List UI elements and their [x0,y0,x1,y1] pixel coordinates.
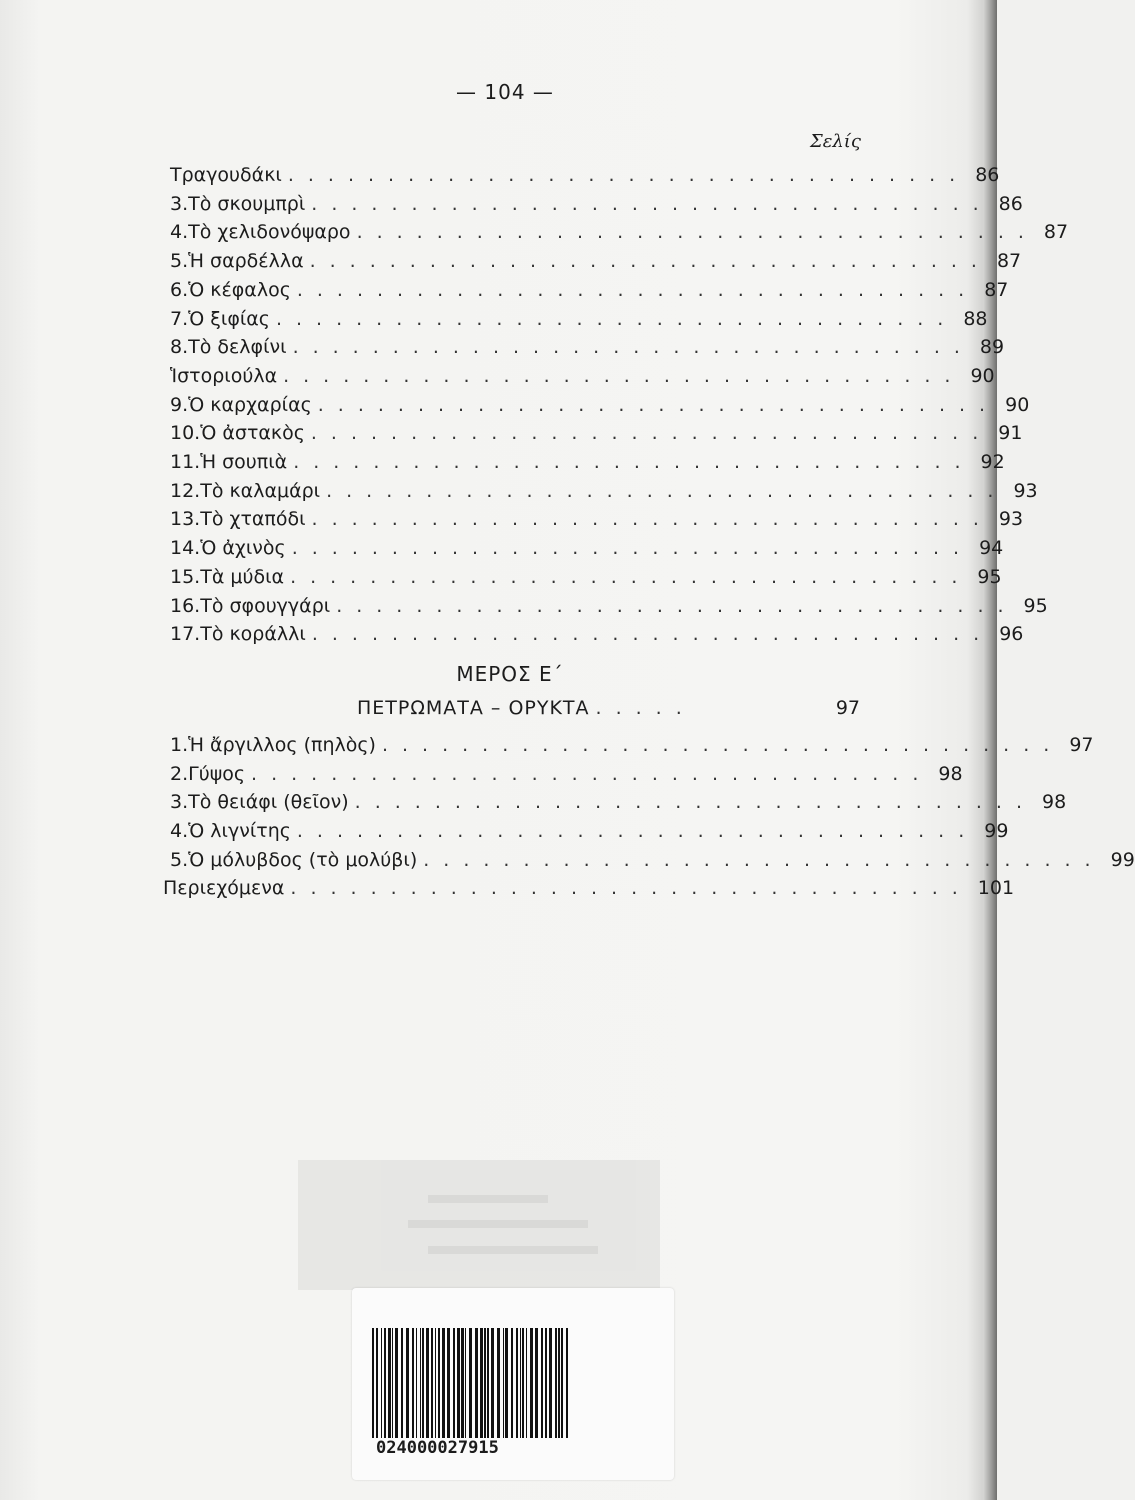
toc-entry [170,620,1024,649]
toc-entry-page: 94 [979,537,1004,560]
barcode-bar [541,1328,543,1438]
toc-entry-number: 14. [170,537,201,560]
dot-leader: ..... [595,697,696,719]
toc-entry-number: 4. [170,221,189,244]
toc-entry-title: Τὸ κοράλλι [200,623,306,646]
barcode-bar [457,1328,460,1438]
barcode-bar [558,1328,560,1438]
toc-entry [170,731,1094,760]
barcode-bar [480,1328,483,1438]
barcode-bar [431,1328,433,1438]
barcode-bar [381,1328,382,1438]
toc-entry-number: 2. [170,762,189,785]
toc-entry-page: 98 [938,762,963,785]
barcode-bar [465,1328,466,1438]
barcode-bar [545,1328,547,1438]
barcode-bar [447,1328,450,1438]
toc-entry-page: 92 [980,451,1005,473]
toc-entry-number: 1. [170,734,189,756]
dot-leader: .................................. [293,451,975,473]
faded-library-sticker [298,1160,660,1290]
toc-entry-title: Ἡ σουπιὰ [200,451,288,473]
toc-entry-page: 88 [963,307,988,330]
barcode-bar [372,1328,374,1438]
dot-leader: .................................. [354,791,1037,814]
barcode-bar [530,1328,533,1438]
barcode-bar [461,1328,464,1438]
barcode-bar [484,1328,486,1438]
dot-leader: .................................. [310,422,993,445]
barcode-bar [438,1328,440,1438]
toc-entry [170,190,1023,219]
toc-entry-page: 97 [1069,734,1094,756]
barcode-bar [435,1328,436,1438]
dot-leader: .................................. [292,336,974,359]
toc-entry-page: 86 [998,192,1023,215]
dot-leader: .................................. [317,393,1000,416]
toc-entry-page: 89 [979,336,1005,359]
dot-leader: .................................. [296,820,979,843]
dot-leader: .................................. [311,508,993,531]
toc-entry-number: 7. [170,307,189,330]
barcode-bar [522,1328,524,1438]
toc-entry [170,592,1048,621]
toc-entry [170,760,963,789]
dot-leader: .................................. [283,364,965,387]
dot-leader: .................................. [326,479,1008,502]
toc-entry-number: 5. [170,848,189,871]
barcode-bar [566,1328,568,1438]
barcode-bar [555,1328,557,1438]
toc-entry-title: Τὸ δελφίνι [188,336,287,359]
toc-entry-number: 4. [170,820,189,843]
toc-entry-title: Ἡ ἄργιλλος (πηλὸς) [188,734,376,756]
barcode-bar [392,1328,393,1438]
dot-leader: .................................. [381,734,1064,756]
toc-entry-page: 87 [1043,221,1069,244]
barcode-number: 024000027915 [376,1438,499,1458]
barcode-bar [503,1328,504,1438]
toc-entry [170,247,1022,276]
toc-entry [170,505,1024,534]
toc-entry-number: 16. [170,594,201,617]
section-heading-title: ΠΕΤΡΩΜΑΤΑ – ΟΡΥΚΤΑ [357,697,590,719]
barcode-bar [453,1328,455,1438]
toc-entry-page: 90 [1005,393,1030,416]
toc-entry-page: 98 [1042,791,1067,814]
toc-entry-title: Τὸ θειάφι (θεῖον) [188,791,349,814]
barcode-bar [388,1328,391,1438]
barcode-label [352,1288,674,1480]
toc-entry-page: 95 [1023,594,1048,617]
barcode-bar [535,1328,538,1438]
barcode-bar [520,1328,521,1438]
dot-leader: .................................. [311,192,993,215]
barcode-bar [549,1328,552,1438]
toc-entry-page: 99 [984,820,1009,843]
toc-entry [170,161,1000,190]
barcode-bar [526,1328,527,1438]
toc-entry [170,788,1067,817]
toc-entry-number: 12. [170,479,201,502]
toc-entry [170,448,1005,477]
toc-entry-title: Ὁ ξιφίας [188,307,270,330]
toc-entry-title: Τὸ σφουγγάρι [200,594,331,617]
toc-entry-title: Ὁ καρχαρίας [188,393,312,416]
section-heading-page: 97 [835,697,860,719]
toc-entry-number: 6. [170,278,189,301]
dot-leader: .................................. [251,762,933,785]
dot-leader: .................................. [423,848,1105,871]
toc-entry-title: Τὸ καλαμάρι [200,479,321,502]
toc-entry-title: Ἡ σαρδέλλα [188,250,304,273]
toc-entry-page: 91 [998,422,1023,445]
toc-entry [170,391,1030,420]
section-heading-row [357,694,860,723]
toc-entry-page: 96 [999,623,1024,646]
toc-entry [170,846,1135,875]
barcode-bar [395,1328,398,1438]
toc-entry-number: 11. [170,451,201,473]
dot-leader: .................................. [291,537,974,560]
toc-entry [170,563,1002,592]
toc-entry [170,817,1009,846]
toc-entry-number: 17. [170,623,201,646]
barcode-bar [511,1328,513,1438]
dot-leader: .................................. [336,594,1018,617]
toc-entry [170,477,1038,506]
barcode-bar [497,1328,500,1438]
part-heading: ΜΕΡΟΣ Ε΄ [456,662,564,686]
toc-entry-page: 86 [975,164,1000,186]
toc-entry [163,874,1015,903]
barcode-bar [561,1328,563,1438]
toc-entry [170,534,1004,563]
barcode-bar [516,1328,518,1438]
toc-entry-title: Γύψος [188,762,246,785]
toc-entry-title: Τὸ σκουμπρὶ [188,192,306,215]
toc-entry-number: 5. [170,250,189,273]
toc-entry-page: 101 [977,877,1015,899]
toc-entry-number: 8. [170,336,189,359]
barcode-bar [406,1328,409,1438]
toc-entry-title: Τὰ μύδια [200,565,285,588]
barcode-icon [372,1328,572,1438]
dot-leader: .................................. [356,221,1038,244]
page-column-header: Σελίς [810,131,861,152]
dot-leader: .................................. [290,565,972,588]
toc-entry-title: Τὸ χταπόδι [200,508,306,531]
toc-entry-page: 87 [996,250,1022,273]
toc-entry-page: 87 [984,278,1009,301]
toc-entry-title: Τραγουδάκι [170,164,282,186]
toc-entry-title: Ὁ ἀχινὸς [200,537,286,560]
barcode-bar [422,1328,424,1438]
toc-entry-page: 90 [970,364,995,387]
toc-entry-number: 3. [170,192,189,215]
barcode-bar [491,1328,494,1438]
dot-leader: .................................. [309,250,991,273]
toc-entry-number: 9. [170,393,189,416]
barcode-bar [420,1328,421,1438]
dot-leader: .................................. [290,877,972,899]
barcode-bar [442,1328,445,1438]
barcode-bar [426,1328,429,1438]
toc-entry [170,218,1069,247]
toc-entry-page: 99 [1110,848,1135,871]
dot-leader: .................................. [296,278,979,301]
toc-entry-title: Ὁ μόλυβδος (τὸ μολύβι) [188,848,418,871]
toc-entry-number: 3. [170,791,189,814]
toc-entry-number: 15. [170,565,201,588]
barcode-bar [376,1328,378,1438]
toc-entry-title: Ὁ λιγνίτης [188,820,291,843]
toc-entry [170,276,1009,305]
toc-entry-title: Ὁ κέφαλος [188,278,291,301]
toc-entry-title: Τὸ χελιδονόψαρο [188,221,351,244]
toc-entry-title: Ὁ ἀστακὸς [200,422,305,445]
barcode-bar [469,1328,472,1438]
toc-entry [170,362,995,391]
dot-leader: .................................. [275,307,958,330]
barcode-bar [384,1328,386,1438]
dot-leader: .................................. [311,623,994,646]
toc-entry-number: 13. [170,508,201,531]
dot-leader: .................................. [287,164,970,186]
barcode-bar [475,1328,478,1438]
barcode-bar [401,1328,403,1438]
toc-entry [170,305,988,334]
toc-entry [170,333,1005,362]
barcode-bar [416,1328,417,1438]
toc-entry-page: 95 [977,565,1002,588]
toc-entry-page: 93 [1013,479,1038,502]
barcode-bar [487,1328,489,1438]
toc-entry-number: 10. [170,422,201,445]
barcode-bar [505,1328,508,1438]
page-number: — 104 — [456,80,554,104]
toc-entry-page: 93 [998,508,1024,531]
toc-entry [170,419,1023,448]
barcode-bar [412,1328,414,1438]
toc-entry-title: Περιεχόμενα [163,877,285,899]
toc-entry-title: Ἱστοριούλα [170,364,278,387]
